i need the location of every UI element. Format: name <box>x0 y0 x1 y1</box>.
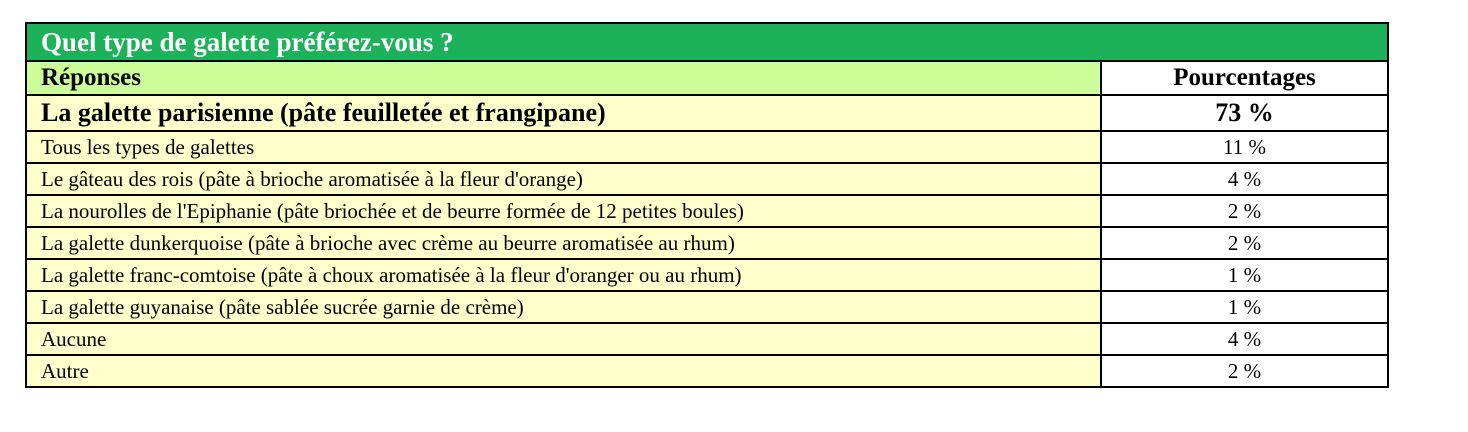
percentage-cell: 2 % <box>1101 355 1388 387</box>
answer-cell: La galette parisienne (pâte feuilletée et frangipane) <box>26 95 1101 131</box>
answer-cell: Le gâteau des rois (pâte à brioche aromatisée à la fleur d'orange) <box>26 163 1101 195</box>
percentage-cell: 1 % <box>1101 259 1388 291</box>
answer-cell: Aucune <box>26 323 1101 355</box>
answer-cell: La nourolles de l'Epiphanie (pâte briochée et de beurre formée de 12 petites boules) <box>26 195 1101 227</box>
table-body <box>26 95 1388 387</box>
answer-cell: La galette guyanaise (pâte sablée sucrée garnie de crème) <box>26 291 1101 323</box>
percentage-cell: 73 % <box>1101 95 1388 131</box>
table-row <box>26 163 1388 195</box>
percentage-cell: 11 % <box>1101 131 1388 163</box>
percentage-cell: 4 % <box>1101 323 1388 355</box>
table-row <box>26 131 1388 163</box>
table-row <box>26 195 1388 227</box>
table-row <box>26 291 1388 323</box>
answer-cell: La galette franc-comtoise (pâte à choux aromatisée à la fleur d'oranger ou au rhum) <box>26 259 1101 291</box>
table-row <box>26 227 1388 259</box>
percentage-cell: 4 % <box>1101 163 1388 195</box>
table-row <box>26 323 1388 355</box>
answer-cell: Tous les types de galettes <box>26 131 1101 163</box>
table-header-row <box>26 61 1388 95</box>
table-row <box>26 259 1388 291</box>
percentage-cell: 2 % <box>1101 195 1388 227</box>
answer-cell: Autre <box>26 355 1101 387</box>
answer-cell: La galette dunkerquoise (pâte à brioche avec crème au beurre aromatisée au rhum) <box>26 227 1101 259</box>
table-row <box>26 95 1388 131</box>
percentage-cell: 1 % <box>1101 291 1388 323</box>
percentage-cell: 2 % <box>1101 227 1388 259</box>
survey-results-table <box>25 22 1389 388</box>
table-row <box>26 355 1388 387</box>
column-header-percentages: Pourcentages <box>1101 61 1388 95</box>
table-title-row <box>26 23 1388 61</box>
table-title: Quel type de galette préférez-vous ? <box>26 23 1388 61</box>
column-header-answers: Réponses <box>26 61 1101 95</box>
